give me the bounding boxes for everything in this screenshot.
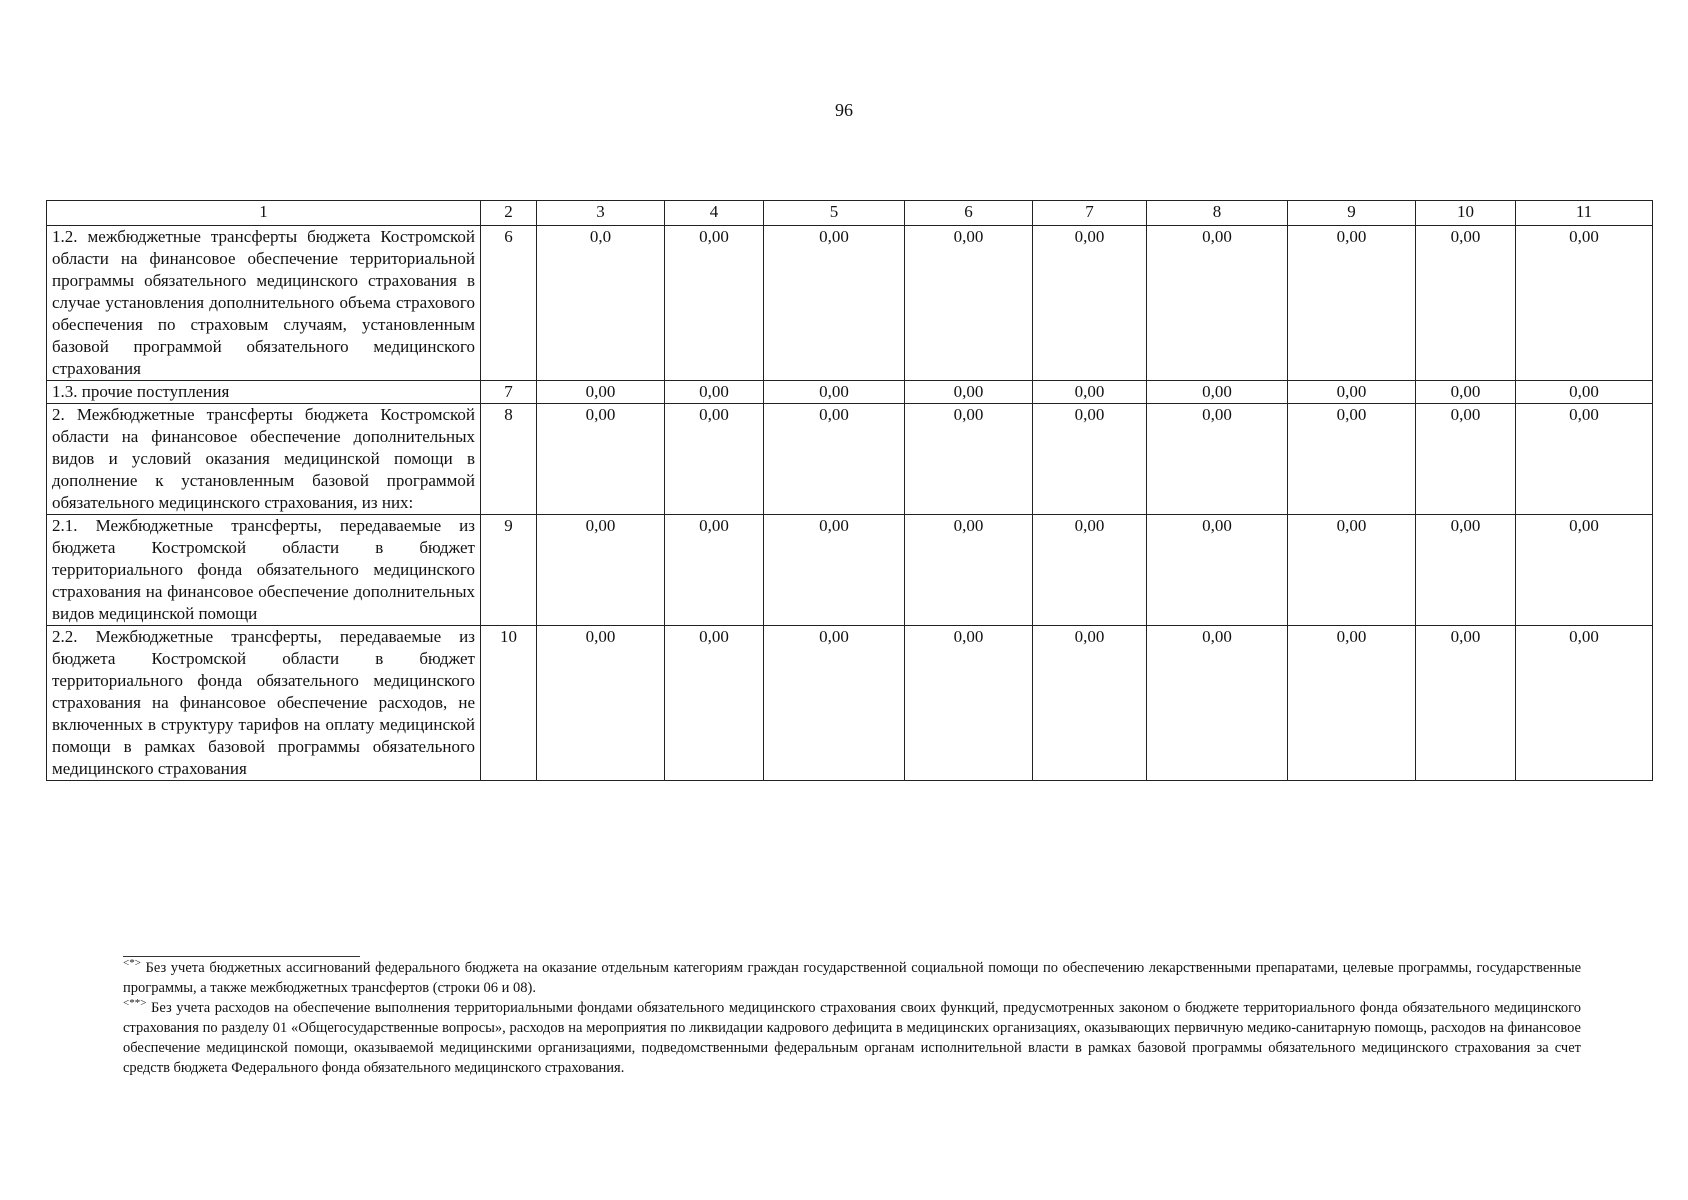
row-code: 8	[481, 404, 537, 515]
row-value: 0,0	[537, 226, 665, 381]
table-row	[47, 226, 1653, 381]
row-value: 0,00	[764, 626, 905, 781]
row-value: 0,00	[1288, 381, 1416, 404]
row-description: 2. Межбюджетные трансферты бюджета Костромской области на финансовое обеспечение дополнительных видов и условий оказания медицинской помощи в дополнение к установленным базовой программой обязательного медицинского страхования, из них:	[47, 404, 481, 515]
row-value: 0,00	[1147, 626, 1288, 781]
row-value: 0,00	[665, 226, 764, 381]
row-description: 1.2. межбюджетные трансферты бюджета Костромской области на финансовое обеспечение территориальной программы обязательного медицинского страхования в случае установления дополнительного объема страхового обеспечения по страховым случаям, установленным базовой программой обязательного медицинского страхования	[47, 226, 481, 381]
row-value: 0,00	[764, 226, 905, 381]
row-value: 0,00	[1147, 404, 1288, 515]
row-value: 0,00	[1288, 404, 1416, 515]
footnote-divider	[123, 956, 360, 957]
row-value: 0,00	[905, 381, 1033, 404]
page-number: 96	[835, 100, 853, 120]
row-description: 1.3. прочие поступления	[47, 381, 481, 404]
row-value: 0,00	[1147, 226, 1288, 381]
row-value: 0,00	[665, 515, 764, 626]
row-value: 0,00	[1147, 381, 1288, 404]
row-value: 0,00	[537, 515, 665, 626]
footnote-text: Без учета расходов на обеспечение выполнения территориальными фондами обязательного медицинского страхования своих функций, предусмотренных законом о бюджете территориального фонда обязательного медицинского страхования по разделу 01 «Общегосударственные вопросы», расходов на мероприятия по ликвидации кадрового дефицита в медицинских организациях, оказывающих первичную медико-санитарную помощь, расходов на финансовое обеспечение медицинской помощи, оказываемой медицинскими организациями, подведомственными федеральным органам исполнительной власти в рамках базовой программы обязательного медицинского страхования за счет средств бюджета Федерального фонда обязательного медицинского страхования.	[123, 1000, 1582, 1076]
row-value: 0,00	[905, 226, 1033, 381]
footnote-mark: <**>	[123, 997, 147, 1010]
row-value: 0,00	[1033, 404, 1147, 515]
row-value: 0,00	[1516, 515, 1653, 626]
row-value: 0,00	[1416, 515, 1516, 626]
row-value: 0,00	[905, 404, 1033, 515]
row-value: 0,00	[1516, 226, 1653, 381]
row-value: 0,00	[764, 404, 905, 515]
column-header: 3	[537, 201, 665, 226]
row-value: 0,00	[1147, 515, 1288, 626]
row-value: 0,00	[764, 381, 905, 404]
table-header-row	[47, 201, 1653, 226]
table-row	[47, 515, 1653, 626]
row-description: 2.1. Межбюджетные трансферты, передаваемые из бюджета Костромской области в бюджет территориального фонда обязательного медицинского страхования на финансовое обеспечение дополнительных видов медицинской помощи	[47, 515, 481, 626]
row-value: 0,00	[1033, 626, 1147, 781]
row-value: 0,00	[1416, 226, 1516, 381]
column-header: 9	[1288, 201, 1416, 226]
table-row	[47, 626, 1653, 781]
row-value: 0,00	[1288, 626, 1416, 781]
table-row	[47, 381, 1653, 404]
row-code: 10	[481, 626, 537, 781]
row-value: 0,00	[1516, 404, 1653, 515]
row-code: 7	[481, 381, 537, 404]
column-header: 8	[1147, 201, 1288, 226]
footnote-text: Без учета бюджетных ассигнований федерального бюджета на оказание отдельным категориям граждан государственной социальной помощи по обеспечению лекарственными препаратами, целевые программы, государственные программы, а также межбюджетных трансфертов (строки 06 и 08).	[123, 960, 1582, 996]
row-value: 0,00	[905, 626, 1033, 781]
row-value: 0,00	[764, 515, 905, 626]
row-value: 0,00	[1033, 226, 1147, 381]
row-value: 0,00	[1416, 404, 1516, 515]
row-value: 0,00	[665, 404, 764, 515]
footnote-mark: <*>	[123, 957, 141, 970]
row-value: 0,00	[665, 381, 764, 404]
data-table	[46, 200, 1653, 781]
column-header: 1	[47, 201, 481, 226]
row-value: 0,00	[665, 626, 764, 781]
column-header: 11	[1516, 201, 1653, 226]
row-code: 9	[481, 515, 537, 626]
column-header: 6	[905, 201, 1033, 226]
row-code: 6	[481, 226, 537, 381]
footnote	[123, 998, 1581, 1078]
footnotes	[123, 956, 1581, 1078]
row-value: 0,00	[537, 626, 665, 781]
row-value: 0,00	[1288, 226, 1416, 381]
row-value: 0,00	[905, 515, 1033, 626]
column-header: 7	[1033, 201, 1147, 226]
row-description: 2.2. Межбюджетные трансферты, передаваемые из бюджета Костромской области в бюджет территориального фонда обязательного медицинского страхования на финансовое обеспечение расходов, не включенных в структуру тарифов на оплату медицинской помощи в рамках базовой программы обязательного медицинского страхования	[47, 626, 481, 781]
row-value: 0,00	[537, 381, 665, 404]
row-value: 0,00	[1416, 626, 1516, 781]
column-header: 4	[665, 201, 764, 226]
footnote	[123, 958, 1581, 998]
row-value: 0,00	[1416, 381, 1516, 404]
row-value: 0,00	[1516, 626, 1653, 781]
column-header: 5	[764, 201, 905, 226]
row-value: 0,00	[1033, 381, 1147, 404]
column-header: 2	[481, 201, 537, 226]
row-value: 0,00	[537, 404, 665, 515]
row-value: 0,00	[1033, 515, 1147, 626]
table-row	[47, 404, 1653, 515]
row-value: 0,00	[1516, 381, 1653, 404]
row-value: 0,00	[1288, 515, 1416, 626]
column-header: 10	[1416, 201, 1516, 226]
